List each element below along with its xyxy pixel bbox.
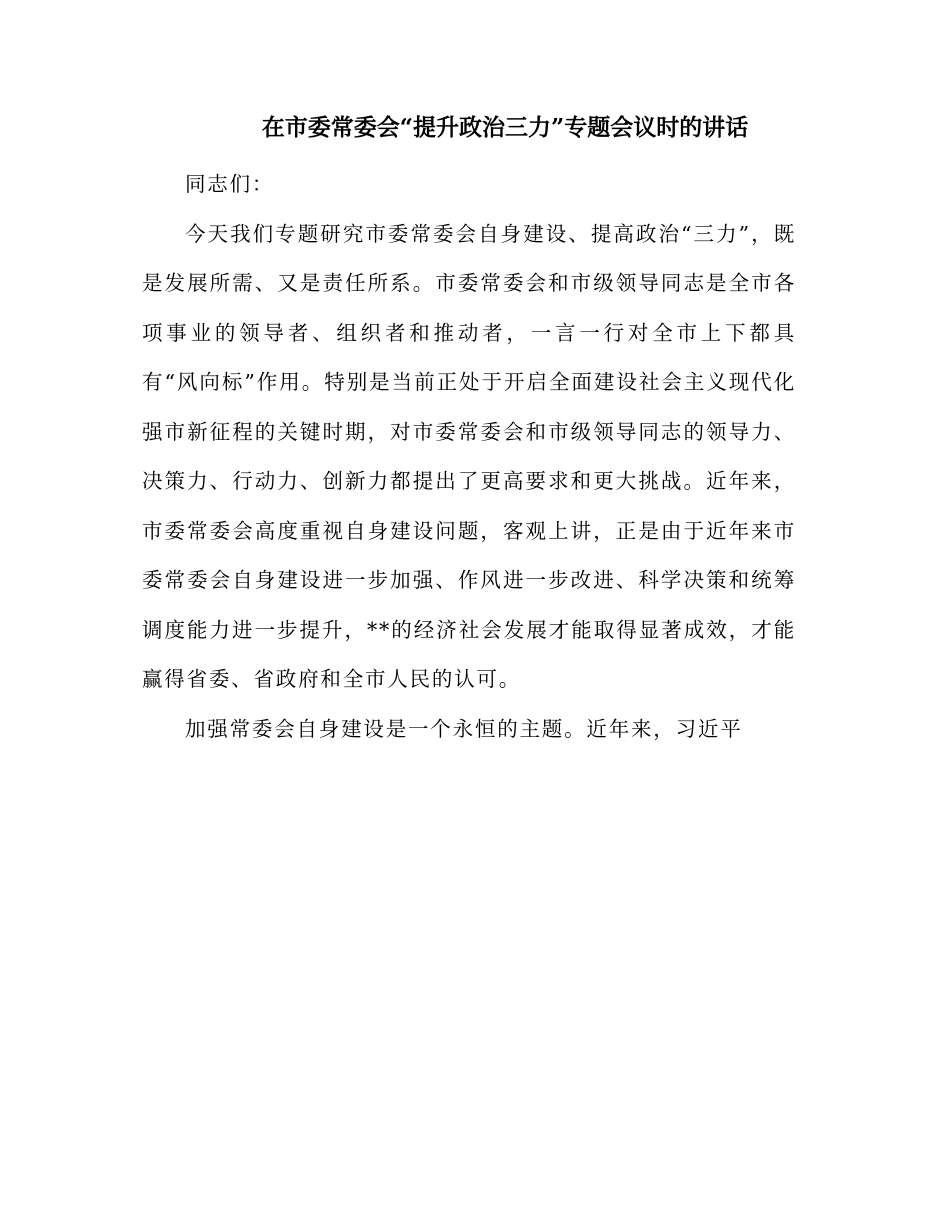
document-body <box>142 160 796 754</box>
document-title: 在市委常委会“提升政治三力”专题会议时的讲话 <box>261 114 749 141</box>
paragraph-2: 加强常委会自身建设是一个永恒的主题。近年来，习近平 <box>185 716 743 741</box>
paragraph-1: 今天我们专题研究市委常委会自身建设、提高政治“三力”，既是发展所需、又是责任所系。市委常委会和市级领导同志是全市各项事业的领导者、组织者和推动者，一言一行对全市上下都具有“风向标”作用。特别是当前正处于开启全面建设社会主义现代化强市新征程的关键时期，对市委常委会和市级领导同志的领导力、决策力、行动力、创新力都提出了更高要求和更大挑战。近年来，市委常委会高度重视自身建设问题，客观上讲，正是由于近年来市委常委会自身建设进一步加强、作风进一步改进、科学决策和统筹调度能力进一步提升，**的经济社会发展才能取得显著成效，才能赢得省委、省政府和全市人民的认可。 <box>142 221 796 691</box>
salutation: 同志们： <box>185 172 275 196</box>
